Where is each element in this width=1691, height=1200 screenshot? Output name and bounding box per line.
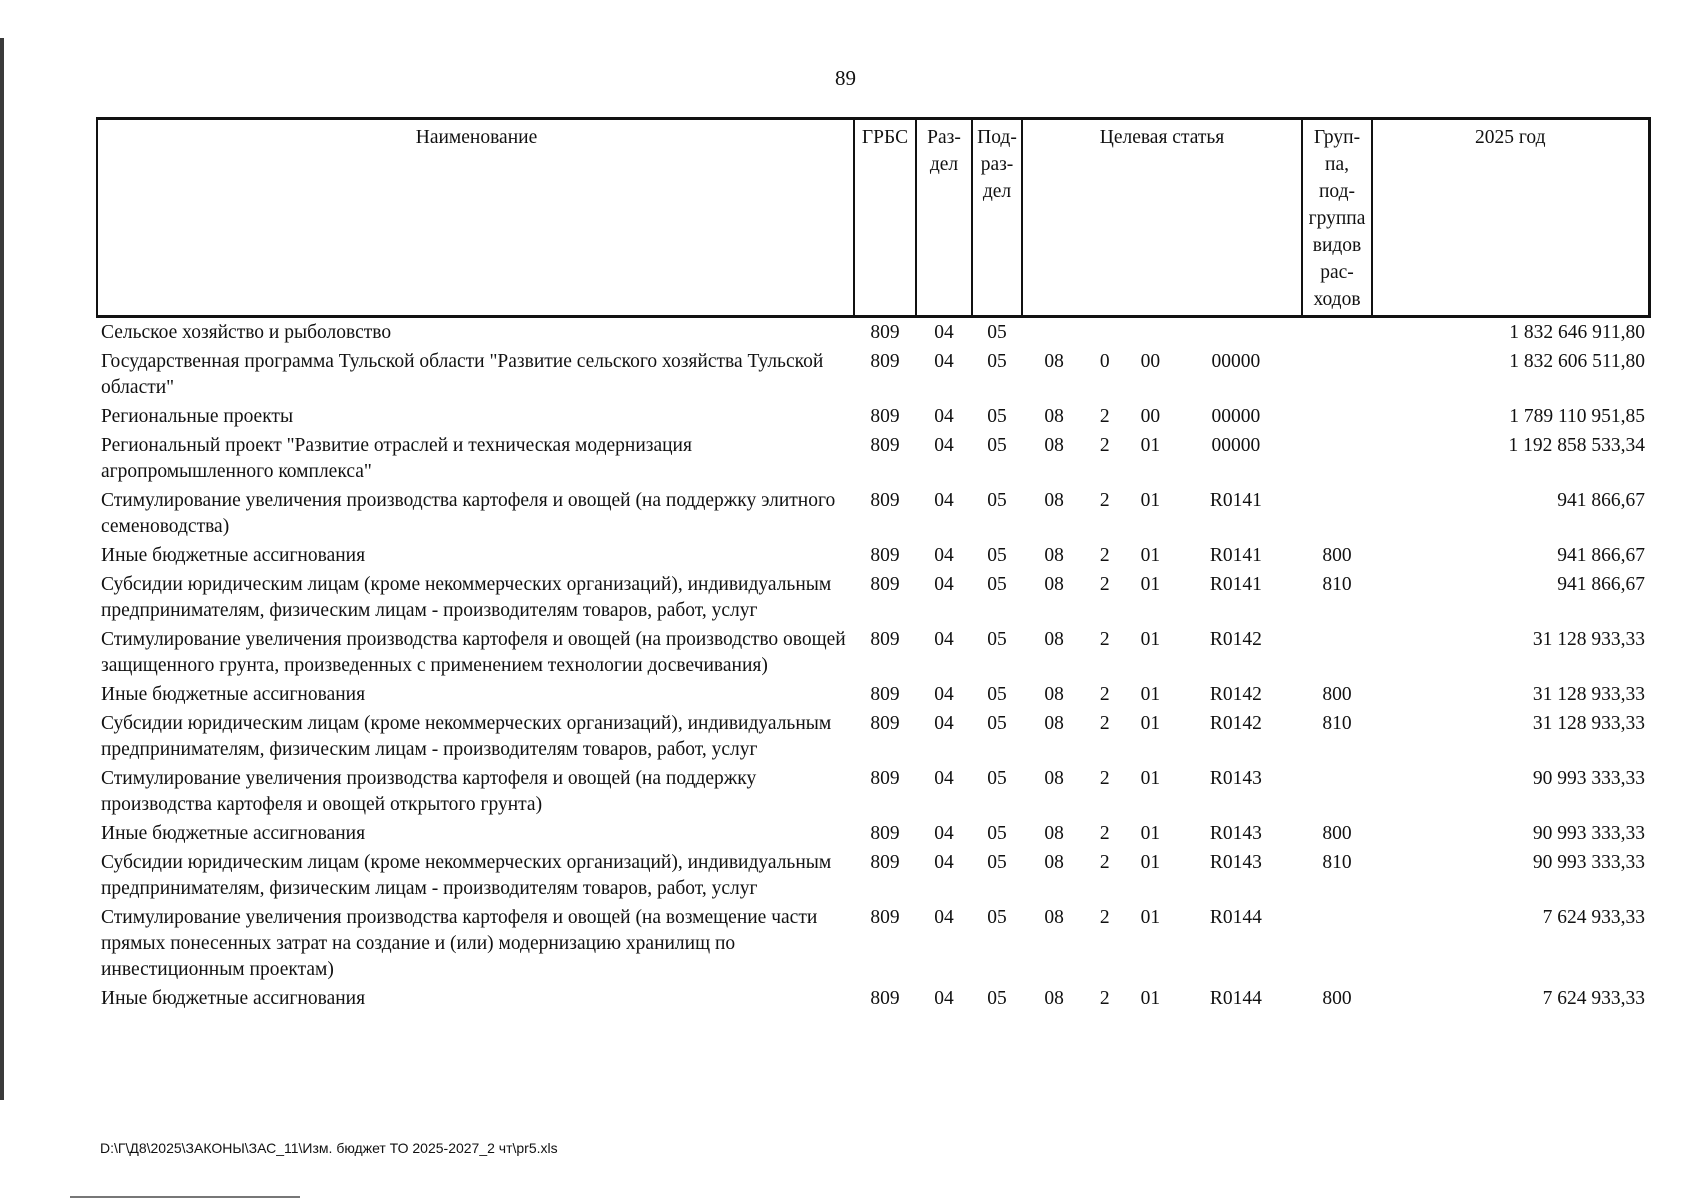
target-article-part: 2: [1099, 684, 1110, 705]
row-target-article: [1022, 402, 1302, 431]
table-body: [97, 317, 1649, 1014]
target-article-part: 2: [1099, 406, 1110, 427]
row-grbs: 809: [870, 435, 900, 456]
target-article-part: 2: [1099, 435, 1110, 456]
row-podrazdel: 05: [987, 823, 1007, 844]
target-article-part: 01: [1140, 545, 1161, 566]
table-header-row: [97, 119, 1649, 317]
table-row: [97, 848, 1649, 903]
table-row: [97, 625, 1649, 680]
row-name: Стимулирование увеличения производства картофеля и овощей (на поддержку производства картофеля и овощей открытого грунта): [101, 768, 757, 815]
row-expense-group: 800: [1322, 823, 1352, 844]
target-article-part: 0: [1099, 351, 1110, 372]
table-row: [97, 431, 1649, 486]
target-article-part: R0141: [1209, 574, 1262, 595]
header-year-2025: 2025 год: [1372, 119, 1649, 317]
row-podrazdel: 05: [987, 574, 1007, 595]
target-article-part: 2: [1099, 907, 1110, 928]
scan-edge-mark: [0, 38, 4, 1100]
target-article-part: 2: [1099, 574, 1110, 595]
row-razdel: 04: [934, 713, 954, 734]
row-target-article: [1022, 486, 1302, 541]
row-target-article: [1022, 625, 1302, 680]
row-expense-group: 800: [1322, 545, 1352, 566]
row-name: Стимулирование увеличения производства картофеля и овощей (на поддержку элитного семеноводства): [101, 490, 836, 537]
row-amount-2025: 7 624 933,33: [1542, 907, 1645, 928]
row-name: Субсидии юридическим лицам (кроме некоммерческих организаций), индивидуальным предпринимателям, физическим лицам - производителям товаров, работ, услуг: [101, 574, 832, 621]
target-article-part: 08: [1044, 490, 1064, 511]
row-name: Государственная программа Тульской области "Развитие сельского хозяйства Тульской области": [101, 351, 824, 398]
row-amount-2025: 90 993 333,33: [1532, 768, 1645, 789]
row-amount-2025: 7 624 933,33: [1542, 988, 1645, 1009]
target-article-part: R0143: [1209, 823, 1262, 844]
row-expense-group: [1302, 764, 1372, 819]
target-article-part: 01: [1140, 629, 1161, 650]
row-name: Субсидии юридическим лицам (кроме некоммерческих организаций), индивидуальным предпринимателям, физическим лицам - производителям товаров, работ, услуг: [101, 713, 832, 760]
row-name: Иные бюджетные ассигнования: [101, 684, 366, 705]
row-grbs: 809: [870, 768, 900, 789]
target-article-part: 2: [1099, 852, 1110, 873]
target-article-part: 08: [1044, 684, 1064, 705]
target-article-part: 00000: [1211, 351, 1261, 372]
row-expense-group: [1302, 431, 1372, 486]
target-article-part: 08: [1044, 574, 1064, 595]
row-podrazdel: 05: [987, 768, 1007, 789]
row-amount-2025: 31 128 933,33: [1532, 713, 1645, 734]
target-article-part: 00000: [1211, 435, 1261, 456]
target-article-part: 08: [1044, 545, 1064, 566]
table-row: [97, 680, 1649, 709]
target-article-part: 2: [1099, 490, 1110, 511]
target-article-part: R0143: [1209, 768, 1262, 789]
row-amount-2025: 31 128 933,33: [1532, 629, 1645, 650]
row-grbs: 809: [870, 988, 900, 1009]
target-article-part: 2: [1099, 823, 1110, 844]
row-expense-group: [1302, 903, 1372, 984]
row-grbs: 809: [870, 823, 900, 844]
row-name: Субсидии юридическим лицам (кроме некоммерческих организаций), индивидуальным предпринимателям, физическим лицам - производителям товаров, работ, услуг: [101, 852, 832, 899]
row-target-article: [1022, 431, 1302, 486]
row-razdel: 04: [934, 351, 954, 372]
row-podrazdel: 05: [987, 406, 1007, 427]
row-expense-group: [1302, 317, 1372, 348]
target-article-part: 01: [1140, 988, 1161, 1009]
file-path-footer: D:\Г\Д8\2025\ЗАКОНЫ\ЗАС_11\Изм. бюджет ТО 2025-2027_2 чт\pr5.xls: [100, 1140, 558, 1156]
row-name: Региональные проекты: [101, 406, 294, 427]
row-expense-group: [1302, 625, 1372, 680]
target-article-part: R0144: [1209, 988, 1262, 1009]
target-article-part: 01: [1140, 713, 1161, 734]
table-row: [97, 903, 1649, 984]
row-expense-group: [1302, 347, 1372, 402]
row-expense-group: 800: [1322, 988, 1352, 1009]
row-name: Сельское хозяйство и рыболовство: [101, 322, 392, 343]
target-article-part: 01: [1140, 907, 1161, 928]
row-grbs: 809: [870, 629, 900, 650]
table-row: [97, 984, 1649, 1013]
row-amount-2025: 1 832 646 911,80: [1509, 322, 1645, 343]
row-target-article: [1022, 903, 1302, 984]
row-amount-2025: 941 866,67: [1557, 545, 1645, 566]
row-podrazdel: 05: [987, 907, 1007, 928]
target-article-part: 01: [1140, 823, 1161, 844]
row-amount-2025: 941 866,67: [1557, 574, 1645, 595]
row-razdel: 04: [934, 988, 954, 1009]
row-grbs: 809: [870, 351, 900, 372]
target-article-part: 2: [1099, 629, 1110, 650]
row-expense-group: [1302, 402, 1372, 431]
row-podrazdel: 05: [987, 490, 1007, 511]
row-name: Иные бюджетные ассигнования: [101, 823, 366, 844]
row-razdel: 04: [934, 823, 954, 844]
target-article-part: 08: [1044, 713, 1064, 734]
row-target-article: [1022, 764, 1302, 819]
row-target-article: [1022, 709, 1302, 764]
table-row: [97, 541, 1649, 570]
row-razdel: 04: [934, 852, 954, 873]
row-name: Иные бюджетные ассигнования: [101, 988, 366, 1009]
row-expense-group: [1302, 486, 1372, 541]
target-article-part: 08: [1044, 406, 1064, 427]
row-target-article: [1022, 680, 1302, 709]
row-amount-2025: 1 192 858 533,34: [1508, 435, 1645, 456]
row-podrazdel: 05: [987, 988, 1007, 1009]
row-razdel: 04: [934, 684, 954, 705]
target-article-part: 08: [1044, 351, 1064, 372]
target-article-part: 08: [1044, 988, 1064, 1009]
table-row: [97, 317, 1649, 348]
target-article-part: 01: [1140, 435, 1161, 456]
row-target-article: [1022, 984, 1302, 1013]
target-article-part: R0143: [1209, 852, 1262, 873]
page-number: 89: [835, 66, 856, 90]
table-row: [97, 402, 1649, 431]
target-article-part: 01: [1140, 684, 1161, 705]
row-grbs: 809: [870, 490, 900, 511]
row-target-article: [1022, 317, 1302, 348]
row-name: Региональный проект "Развитие отраслей и техническая модернизация агропромышленного комплекса": [101, 435, 692, 482]
row-grbs: 809: [870, 322, 900, 343]
row-target-article: [1022, 848, 1302, 903]
row-expense-group: 800: [1322, 684, 1352, 705]
row-expense-group: 810: [1322, 713, 1352, 734]
table-row: [97, 764, 1649, 819]
target-article-part: 08: [1044, 768, 1064, 789]
row-razdel: 04: [934, 490, 954, 511]
target-article-part: 08: [1044, 629, 1064, 650]
header-podrazdel: Под- раз- дел: [972, 119, 1022, 317]
table-row: [97, 570, 1649, 625]
row-amount-2025: 90 993 333,33: [1532, 852, 1645, 873]
table-row: [97, 819, 1649, 848]
budget-table: [96, 117, 1651, 1013]
target-article-part: R0142: [1209, 713, 1262, 734]
header-grbs: ГРБС: [854, 119, 916, 317]
row-expense-group: 810: [1322, 852, 1352, 873]
target-article-part: R0141: [1209, 490, 1262, 511]
target-article-part: 00000: [1211, 406, 1261, 427]
header-razdel: Раз- дел: [916, 119, 972, 317]
target-article-part: 2: [1099, 545, 1110, 566]
row-expense-group: 810: [1322, 574, 1352, 595]
target-article-part: 00: [1140, 406, 1161, 427]
row-razdel: 04: [934, 907, 954, 928]
target-article-part: 00: [1140, 351, 1161, 372]
row-podrazdel: 05: [987, 684, 1007, 705]
target-article-part: 08: [1044, 907, 1064, 928]
row-podrazdel: 05: [987, 351, 1007, 372]
table-row: [97, 486, 1649, 541]
header-name: Наименование: [97, 119, 854, 317]
row-razdel: 04: [934, 574, 954, 595]
target-article-part: R0142: [1209, 684, 1262, 705]
table-row: [97, 347, 1649, 402]
row-razdel: 04: [934, 545, 954, 566]
row-podrazdel: 05: [987, 545, 1007, 566]
row-amount-2025: 941 866,67: [1557, 490, 1645, 511]
target-article-part: 2: [1099, 988, 1110, 1009]
row-name: Иные бюджетные ассигнования: [101, 545, 366, 566]
target-article-part: R0144: [1209, 907, 1262, 928]
target-article-part: 08: [1044, 852, 1064, 873]
target-article-part: R0141: [1209, 545, 1262, 566]
row-amount-2025: 1 832 606 511,80: [1509, 351, 1645, 372]
row-podrazdel: 05: [987, 713, 1007, 734]
row-grbs: 809: [870, 574, 900, 595]
row-amount-2025: 90 993 333,33: [1532, 823, 1645, 844]
row-razdel: 04: [934, 435, 954, 456]
row-grbs: 809: [870, 684, 900, 705]
target-article-part: 2: [1099, 713, 1110, 734]
row-grbs: 809: [870, 406, 900, 427]
row-grbs: 809: [870, 907, 900, 928]
row-target-article: [1022, 541, 1302, 570]
row-razdel: 04: [934, 768, 954, 789]
table-row: [97, 709, 1649, 764]
row-name: Стимулирование увеличения производства картофеля и овощей (на производство овощей защищенного грунта, произведенных с применением технологии досвечивания): [101, 629, 846, 676]
row-grbs: 809: [870, 852, 900, 873]
row-target-article: [1022, 570, 1302, 625]
row-razdel: 04: [934, 406, 954, 427]
header-expense-group: Груп- па, под- группа видов рас- ходов: [1302, 119, 1372, 317]
row-name: Стимулирование увеличения производства картофеля и овощей (на возмещение части прямых понесенных затрат на создание и (или) модернизацию хранилищ по инвестиционным проектам): [101, 907, 818, 980]
bottom-rule: [70, 1196, 300, 1198]
row-target-article: [1022, 347, 1302, 402]
target-article-part: 01: [1140, 768, 1161, 789]
target-article-part: R0142: [1209, 629, 1262, 650]
row-razdel: 04: [934, 322, 954, 343]
row-podrazdel: 05: [987, 435, 1007, 456]
row-target-article: [1022, 819, 1302, 848]
header-target-article: Целевая статья: [1022, 119, 1302, 317]
row-podrazdel: 05: [987, 322, 1007, 343]
row-grbs: 809: [870, 713, 900, 734]
target-article-part: 01: [1140, 574, 1161, 595]
target-article-part: 01: [1140, 852, 1161, 873]
row-amount-2025: 1 789 110 951,85: [1509, 406, 1645, 427]
row-amount-2025: 31 128 933,33: [1532, 684, 1645, 705]
row-podrazdel: 05: [987, 629, 1007, 650]
target-article-part: 08: [1044, 823, 1064, 844]
target-article-part: 08: [1044, 435, 1064, 456]
row-grbs: 809: [870, 545, 900, 566]
row-podrazdel: 05: [987, 852, 1007, 873]
target-article-part: 2: [1099, 768, 1110, 789]
row-razdel: 04: [934, 629, 954, 650]
target-article-part: 01: [1140, 490, 1161, 511]
